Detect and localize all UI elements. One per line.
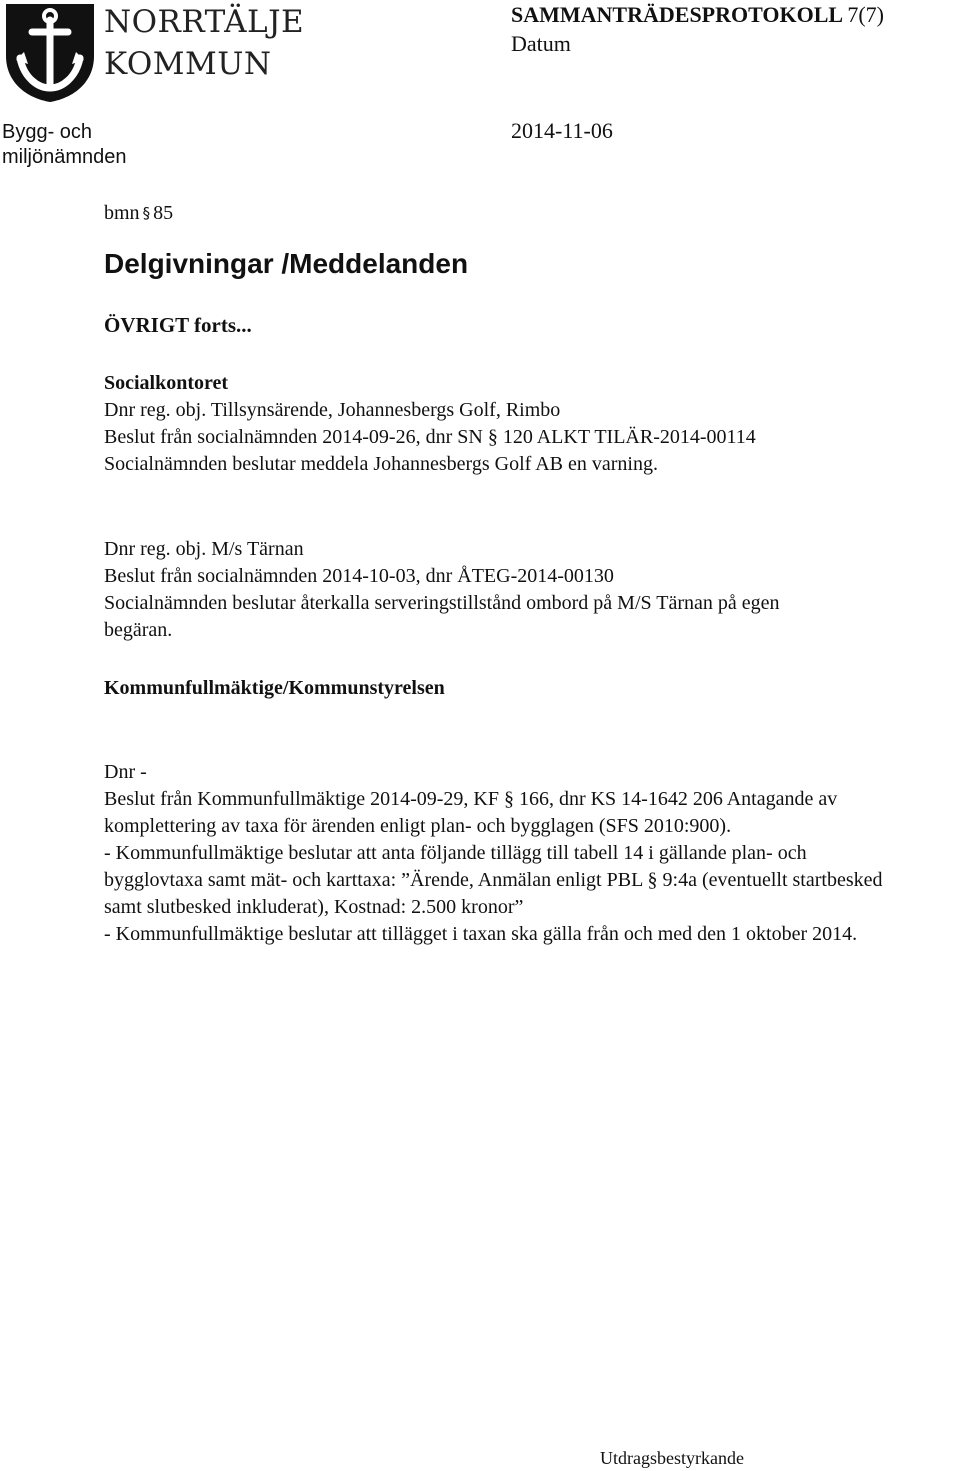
document-type: SAMMANTRÄDESPROTOKOLL [511,2,842,27]
paragraph-sign: § [142,204,151,222]
department-line1: Bygg- och [2,121,93,143]
item-line: bygglovtaxa samt mät- och karttaxa: ”Ärende, Anmälan enligt PBL § 9:4a (eventuellt startbesked [104,869,883,891]
item-line: Socialnämnden beslutar återkalla serveringstillstånd ombord på M/S Tärnan på egen [104,592,780,614]
item-line: Dnr reg. obj. Tillsynsärende, Johannesbergs Golf, Rimbo [104,399,561,421]
organization-name-line2: KOMMUN [104,46,272,82]
item-line: - Kommunfullmäktige beslutar att tillägget i taxan ska gälla från och med den 1 oktober 2014. [104,923,858,945]
item-line: samt slutbesked inkluderat), Kostnad: 2.500 kronor” [104,896,524,918]
document-title [511,2,884,28]
item-line: Beslut från socialnämnden 2014-09-26, dnr SN § 120 ALKT TILÄR-2014-00114 [104,426,756,448]
item-line: Dnr reg. obj. M/s Tärnan [104,538,304,560]
list-item [104,536,960,644]
meeting-date: 2014-11-06 [511,118,613,143]
item-line: begäran. [104,619,173,641]
subheading: ÖVRIGT forts... [104,313,252,337]
paragraph-prefix: bmn [104,202,140,224]
organization-name-line1: NORRTÄLJE [104,4,305,40]
item-line: komplettering av taxa för ärenden enligt plan- och bygglagen (SFS 2010:900). [104,815,732,837]
paragraph-reference [104,200,173,228]
item-line: - Kommunfullmäktige beslutar att anta följande tillägg till tabell 14 i gällande plan- och [104,842,807,864]
item-line: Socialnämnden beslutar meddela Johannesbergs Golf AB en varning. [104,453,658,475]
item-line: Beslut från socialnämnden 2014-10-03, dnr ÅTEG-2014-00130 [104,565,614,587]
date-label: Datum [511,31,571,56]
anchor-crest-icon [2,2,98,104]
item-line: Beslut från Kommunfullmäktige 2014-09-29, KF § 166, dnr KS 14-1642 206 Antagande av [104,788,838,810]
list-item [104,759,960,948]
certification-label: Utdragsbestyrkande [600,1448,744,1468]
paragraph-number: 85 [153,202,174,224]
section-title: Kommunfullmäktige/Kommunstyrelsen [104,677,445,699]
item-line: Dnr - [104,761,147,783]
department-line2: miljönämnden [2,146,127,168]
page-number: 7(7) [847,2,885,27]
section-title: Socialkontoret [104,372,229,394]
list-item [104,397,960,478]
page-title: Delgivningar /Meddelanden [104,248,469,279]
